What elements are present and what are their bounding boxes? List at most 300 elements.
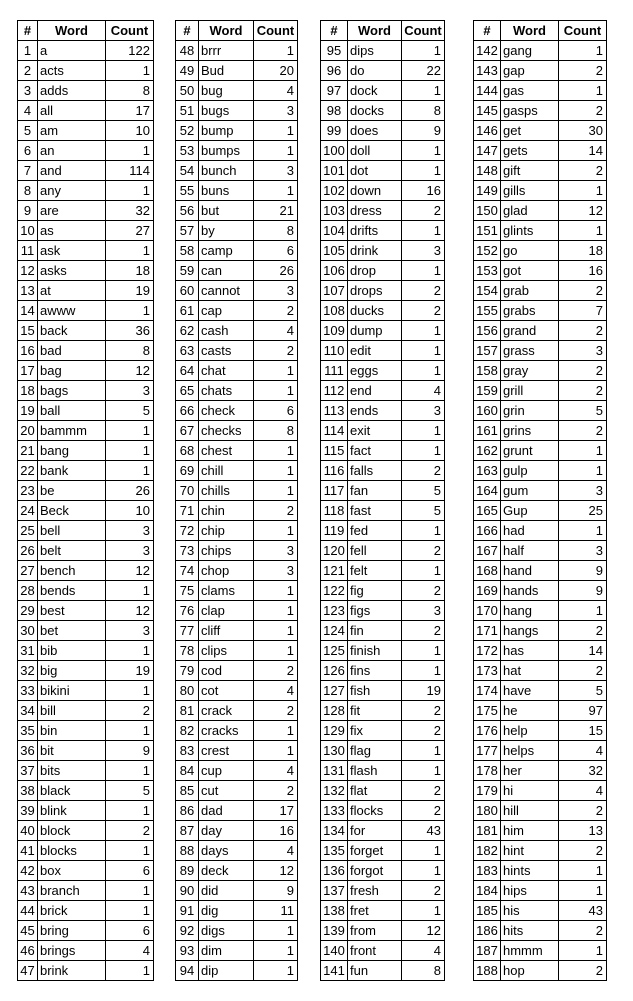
row-count: 1 xyxy=(106,761,154,781)
row-count: 1 xyxy=(106,61,154,81)
row-word: but xyxy=(199,201,254,221)
row-word: Bud xyxy=(199,61,254,81)
row-count: 17 xyxy=(254,801,298,821)
row-number: 180 xyxy=(474,801,501,821)
row-word: down xyxy=(348,181,402,201)
table-row xyxy=(18,81,154,101)
row-count: 1 xyxy=(402,521,445,541)
row-count: 1 xyxy=(106,581,154,601)
row-count: 114 xyxy=(106,161,154,181)
row-number: 85 xyxy=(176,781,199,801)
table-row xyxy=(474,381,607,401)
row-number: 33 xyxy=(18,681,38,701)
table-row xyxy=(176,581,298,601)
row-number: 112 xyxy=(321,381,348,401)
table-row xyxy=(321,161,445,181)
row-number: 19 xyxy=(18,401,38,421)
row-count: 1 xyxy=(402,321,445,341)
row-count: 1 xyxy=(402,221,445,241)
row-number: 145 xyxy=(474,101,501,121)
table-row xyxy=(176,501,298,521)
table-row xyxy=(474,421,607,441)
row-count: 1 xyxy=(254,741,298,761)
row-count: 1 xyxy=(254,381,298,401)
row-number: 5 xyxy=(18,121,38,141)
row-count: 1 xyxy=(559,881,607,901)
table-row xyxy=(474,941,607,961)
row-count: 1 xyxy=(254,181,298,201)
table-row xyxy=(321,681,445,701)
table-row xyxy=(321,881,445,901)
table-row xyxy=(321,301,445,321)
row-count: 1 xyxy=(402,661,445,681)
table-row xyxy=(321,141,445,161)
row-word: finish xyxy=(348,641,402,661)
row-number: 61 xyxy=(176,301,199,321)
row-number: 37 xyxy=(18,761,38,781)
row-word: bank xyxy=(38,461,106,481)
row-number: 123 xyxy=(321,601,348,621)
table-row xyxy=(474,481,607,501)
table-row xyxy=(474,581,607,601)
row-number: 50 xyxy=(176,81,199,101)
row-number: 89 xyxy=(176,861,199,881)
row-word: hangs xyxy=(501,621,559,641)
table-row xyxy=(176,301,298,321)
table-row xyxy=(474,681,607,701)
row-number: 146 xyxy=(474,121,501,141)
table-row xyxy=(18,241,154,261)
row-word: bet xyxy=(38,621,106,641)
row-word: can xyxy=(199,261,254,281)
row-word: he xyxy=(501,701,559,721)
row-word: brick xyxy=(38,901,106,921)
row-number: 150 xyxy=(474,201,501,221)
row-count: 19 xyxy=(106,281,154,301)
row-count: 9 xyxy=(106,741,154,761)
row-count: 1 xyxy=(402,161,445,181)
table-row xyxy=(474,821,607,841)
row-number: 9 xyxy=(18,201,38,221)
row-word: chest xyxy=(199,441,254,461)
row-word: chips xyxy=(199,541,254,561)
row-number: 49 xyxy=(176,61,199,81)
row-number: 17 xyxy=(18,361,38,381)
row-count: 1 xyxy=(106,441,154,461)
row-count: 16 xyxy=(254,821,298,841)
row-word: days xyxy=(199,841,254,861)
row-number: 149 xyxy=(474,181,501,201)
row-count: 8 xyxy=(254,421,298,441)
row-word: hints xyxy=(501,861,559,881)
row-word: bits xyxy=(38,761,106,781)
table-row xyxy=(474,701,607,721)
row-count: 4 xyxy=(254,841,298,861)
table-row xyxy=(474,781,607,801)
row-number: 161 xyxy=(474,421,501,441)
row-number: 59 xyxy=(176,261,199,281)
row-count: 1 xyxy=(402,841,445,861)
row-count: 9 xyxy=(559,581,607,601)
row-number: 11 xyxy=(18,241,38,261)
table-row xyxy=(18,181,154,201)
table-row xyxy=(321,521,445,541)
row-count: 32 xyxy=(106,201,154,221)
row-word: dig xyxy=(199,901,254,921)
row-count: 1 xyxy=(106,241,154,261)
row-word: from xyxy=(348,921,402,941)
row-word: hand xyxy=(501,561,559,581)
row-word: cash xyxy=(199,321,254,341)
table-row xyxy=(474,301,607,321)
row-count: 1 xyxy=(254,441,298,461)
row-number: 76 xyxy=(176,601,199,621)
row-word: chill xyxy=(199,461,254,481)
row-word: brink xyxy=(38,961,106,981)
table-row xyxy=(176,361,298,381)
row-count: 3 xyxy=(106,521,154,541)
table-row xyxy=(474,181,607,201)
row-word: cup xyxy=(199,761,254,781)
row-count: 1 xyxy=(254,41,298,61)
row-number: 117 xyxy=(321,481,348,501)
row-word: bell xyxy=(38,521,106,541)
row-count: 21 xyxy=(254,201,298,221)
table-row xyxy=(321,821,445,841)
row-number: 98 xyxy=(321,101,348,121)
row-count: 4 xyxy=(402,381,445,401)
row-count: 2 xyxy=(559,101,607,121)
table-row xyxy=(176,861,298,881)
table-row xyxy=(474,841,607,861)
row-number: 1 xyxy=(18,41,38,61)
row-number: 21 xyxy=(18,441,38,461)
row-word: hmmm xyxy=(501,941,559,961)
table-row xyxy=(321,841,445,861)
row-number: 63 xyxy=(176,341,199,361)
row-count: 2 xyxy=(559,921,607,941)
table-row xyxy=(474,81,607,101)
row-count: 4 xyxy=(559,781,607,801)
row-count: 4 xyxy=(254,761,298,781)
row-count: 1 xyxy=(106,801,154,821)
row-word: fed xyxy=(348,521,402,541)
table-row xyxy=(321,861,445,881)
table-row xyxy=(176,341,298,361)
row-number: 52 xyxy=(176,121,199,141)
row-word: fin xyxy=(348,621,402,641)
table-row xyxy=(321,761,445,781)
row-word: have xyxy=(501,681,559,701)
table-row xyxy=(176,781,298,801)
row-count: 3 xyxy=(106,381,154,401)
row-number: 136 xyxy=(321,861,348,881)
row-number: 107 xyxy=(321,281,348,301)
row-word: Gup xyxy=(501,501,559,521)
row-count: 2 xyxy=(402,881,445,901)
row-count: 8 xyxy=(254,221,298,241)
row-word: fun xyxy=(348,961,402,981)
row-number: 35 xyxy=(18,721,38,741)
row-word: dip xyxy=(199,961,254,981)
row-number: 153 xyxy=(474,261,501,281)
row-count: 1 xyxy=(106,181,154,201)
row-word: gum xyxy=(501,481,559,501)
row-number: 124 xyxy=(321,621,348,641)
row-count: 2 xyxy=(402,301,445,321)
row-word: camp xyxy=(199,241,254,261)
table-row xyxy=(18,521,154,541)
row-count: 27 xyxy=(106,221,154,241)
row-number: 170 xyxy=(474,601,501,621)
row-number: 183 xyxy=(474,861,501,881)
row-word: dad xyxy=(199,801,254,821)
table-row xyxy=(18,821,154,841)
table-row xyxy=(474,801,607,821)
row-word: bugs xyxy=(199,101,254,121)
table-row xyxy=(474,341,607,361)
table-row xyxy=(474,901,607,921)
row-number: 18 xyxy=(18,381,38,401)
row-count: 2 xyxy=(106,701,154,721)
row-number: 142 xyxy=(474,41,501,61)
row-count: 2 xyxy=(402,461,445,481)
row-word: bug xyxy=(199,81,254,101)
row-word: black xyxy=(38,781,106,801)
row-number: 79 xyxy=(176,661,199,681)
row-number: 178 xyxy=(474,761,501,781)
row-count: 2 xyxy=(402,721,445,741)
row-word: did xyxy=(199,881,254,901)
row-number: 171 xyxy=(474,621,501,641)
row-count: 4 xyxy=(254,81,298,101)
row-number: 141 xyxy=(321,961,348,981)
row-word: bib xyxy=(38,641,106,661)
table-row xyxy=(321,801,445,821)
row-number: 144 xyxy=(474,81,501,101)
row-number: 169 xyxy=(474,581,501,601)
row-number: 42 xyxy=(18,861,38,881)
row-word: flash xyxy=(348,761,402,781)
row-count: 3 xyxy=(402,601,445,621)
row-number: 75 xyxy=(176,581,199,601)
row-word: forgot xyxy=(348,861,402,881)
row-count: 1 xyxy=(402,901,445,921)
row-word: glad xyxy=(501,201,559,221)
row-count: 5 xyxy=(106,401,154,421)
row-word: casts xyxy=(199,341,254,361)
table-row xyxy=(321,181,445,201)
row-word: bags xyxy=(38,381,106,401)
table-row xyxy=(176,401,298,421)
row-count: 8 xyxy=(402,961,445,981)
row-word: grand xyxy=(501,321,559,341)
row-count: 2 xyxy=(254,781,298,801)
row-count: 16 xyxy=(402,181,445,201)
table-row xyxy=(474,201,607,221)
row-number: 116 xyxy=(321,461,348,481)
row-word: him xyxy=(501,821,559,841)
row-count: 8 xyxy=(402,101,445,121)
row-count: 9 xyxy=(402,121,445,141)
row-word: felt xyxy=(348,561,402,581)
row-count: 2 xyxy=(559,281,607,301)
row-word: flat xyxy=(348,781,402,801)
table-row xyxy=(176,221,298,241)
row-number: 108 xyxy=(321,301,348,321)
row-word: cannot xyxy=(199,281,254,301)
row-number: 133 xyxy=(321,801,348,821)
row-count: 2 xyxy=(254,341,298,361)
table-row xyxy=(321,441,445,461)
row-number: 67 xyxy=(176,421,199,441)
row-word: eggs xyxy=(348,361,402,381)
row-word: chin xyxy=(199,501,254,521)
row-word: cracks xyxy=(199,721,254,741)
table-row xyxy=(18,561,154,581)
row-count: 2 xyxy=(254,301,298,321)
row-number: 39 xyxy=(18,801,38,821)
table-row xyxy=(321,581,445,601)
row-number: 46 xyxy=(18,941,38,961)
row-word: ask xyxy=(38,241,106,261)
row-word: grabs xyxy=(501,301,559,321)
row-word: chats xyxy=(199,381,254,401)
row-word: hang xyxy=(501,601,559,621)
row-count: 1 xyxy=(402,641,445,661)
row-number: 103 xyxy=(321,201,348,221)
row-word: gets xyxy=(501,141,559,161)
row-number: 173 xyxy=(474,661,501,681)
row-word: exit xyxy=(348,421,402,441)
table-row xyxy=(18,61,154,81)
row-word: help xyxy=(501,721,559,741)
row-count: 12 xyxy=(106,601,154,621)
row-count: 1 xyxy=(559,181,607,201)
row-word: bin xyxy=(38,721,106,741)
table-row xyxy=(18,541,154,561)
row-number: 129 xyxy=(321,721,348,741)
word-count-table-2 xyxy=(175,20,298,981)
row-word: check xyxy=(199,401,254,421)
row-word: back xyxy=(38,321,106,341)
row-number: 167 xyxy=(474,541,501,561)
row-number: 182 xyxy=(474,841,501,861)
row-word: digs xyxy=(199,921,254,941)
row-word: fix xyxy=(348,721,402,741)
row-word: am xyxy=(38,121,106,141)
row-count: 3 xyxy=(254,101,298,121)
row-word: an xyxy=(38,141,106,161)
header-num: # xyxy=(176,21,199,41)
row-word: hill xyxy=(501,801,559,821)
row-word: bunch xyxy=(199,161,254,181)
row-word: fast xyxy=(348,501,402,521)
row-number: 90 xyxy=(176,881,199,901)
table-row xyxy=(321,601,445,621)
row-number: 143 xyxy=(474,61,501,81)
row-count: 1 xyxy=(402,361,445,381)
row-number: 28 xyxy=(18,581,38,601)
row-number: 122 xyxy=(321,581,348,601)
row-word: branch xyxy=(38,881,106,901)
table-row xyxy=(474,221,607,241)
table-row xyxy=(18,661,154,681)
row-count: 4 xyxy=(254,321,298,341)
row-number: 82 xyxy=(176,721,199,741)
row-word: deck xyxy=(199,861,254,881)
table-row xyxy=(474,241,607,261)
row-number: 179 xyxy=(474,781,501,801)
table-row xyxy=(18,901,154,921)
table-row xyxy=(321,781,445,801)
row-word: clips xyxy=(199,641,254,661)
table-row xyxy=(18,421,154,441)
row-number: 92 xyxy=(176,921,199,941)
row-count: 1 xyxy=(106,901,154,921)
row-word: has xyxy=(501,641,559,661)
row-word: bad xyxy=(38,341,106,361)
row-word: drops xyxy=(348,281,402,301)
row-word: bammm xyxy=(38,421,106,441)
table-row xyxy=(176,61,298,81)
row-word: grin xyxy=(501,401,559,421)
row-word: fell xyxy=(348,541,402,561)
row-count: 2 xyxy=(402,781,445,801)
row-number: 101 xyxy=(321,161,348,181)
table-row xyxy=(474,721,607,741)
header-num: # xyxy=(474,21,501,41)
row-count: 2 xyxy=(254,701,298,721)
row-number: 121 xyxy=(321,561,348,581)
table-row xyxy=(321,741,445,761)
word-count-table-3 xyxy=(320,20,445,981)
row-number: 29 xyxy=(18,601,38,621)
table-row xyxy=(474,761,607,781)
row-number: 2 xyxy=(18,61,38,81)
row-number: 95 xyxy=(321,41,348,61)
table-row xyxy=(321,941,445,961)
table-row xyxy=(18,401,154,421)
row-count: 1 xyxy=(254,141,298,161)
row-number: 13 xyxy=(18,281,38,301)
table-row xyxy=(176,661,298,681)
row-number: 81 xyxy=(176,701,199,721)
row-count: 2 xyxy=(559,841,607,861)
row-word: bag xyxy=(38,361,106,381)
row-count: 1 xyxy=(106,301,154,321)
word-count-table-1 xyxy=(17,20,154,981)
row-word: got xyxy=(501,261,559,281)
row-word: big xyxy=(38,661,106,681)
row-word: awww xyxy=(38,301,106,321)
row-word: Beck xyxy=(38,501,106,521)
table-row xyxy=(18,961,154,981)
row-count: 5 xyxy=(402,481,445,501)
table-row xyxy=(176,81,298,101)
row-count: 3 xyxy=(402,401,445,421)
row-number: 20 xyxy=(18,421,38,441)
row-word: be xyxy=(38,481,106,501)
table-row xyxy=(321,901,445,921)
row-number: 30 xyxy=(18,621,38,641)
table-row xyxy=(18,441,154,461)
row-count: 1 xyxy=(559,601,607,621)
row-word: fact xyxy=(348,441,402,461)
table-row xyxy=(321,261,445,281)
row-number: 4 xyxy=(18,101,38,121)
row-word: crack xyxy=(199,701,254,721)
